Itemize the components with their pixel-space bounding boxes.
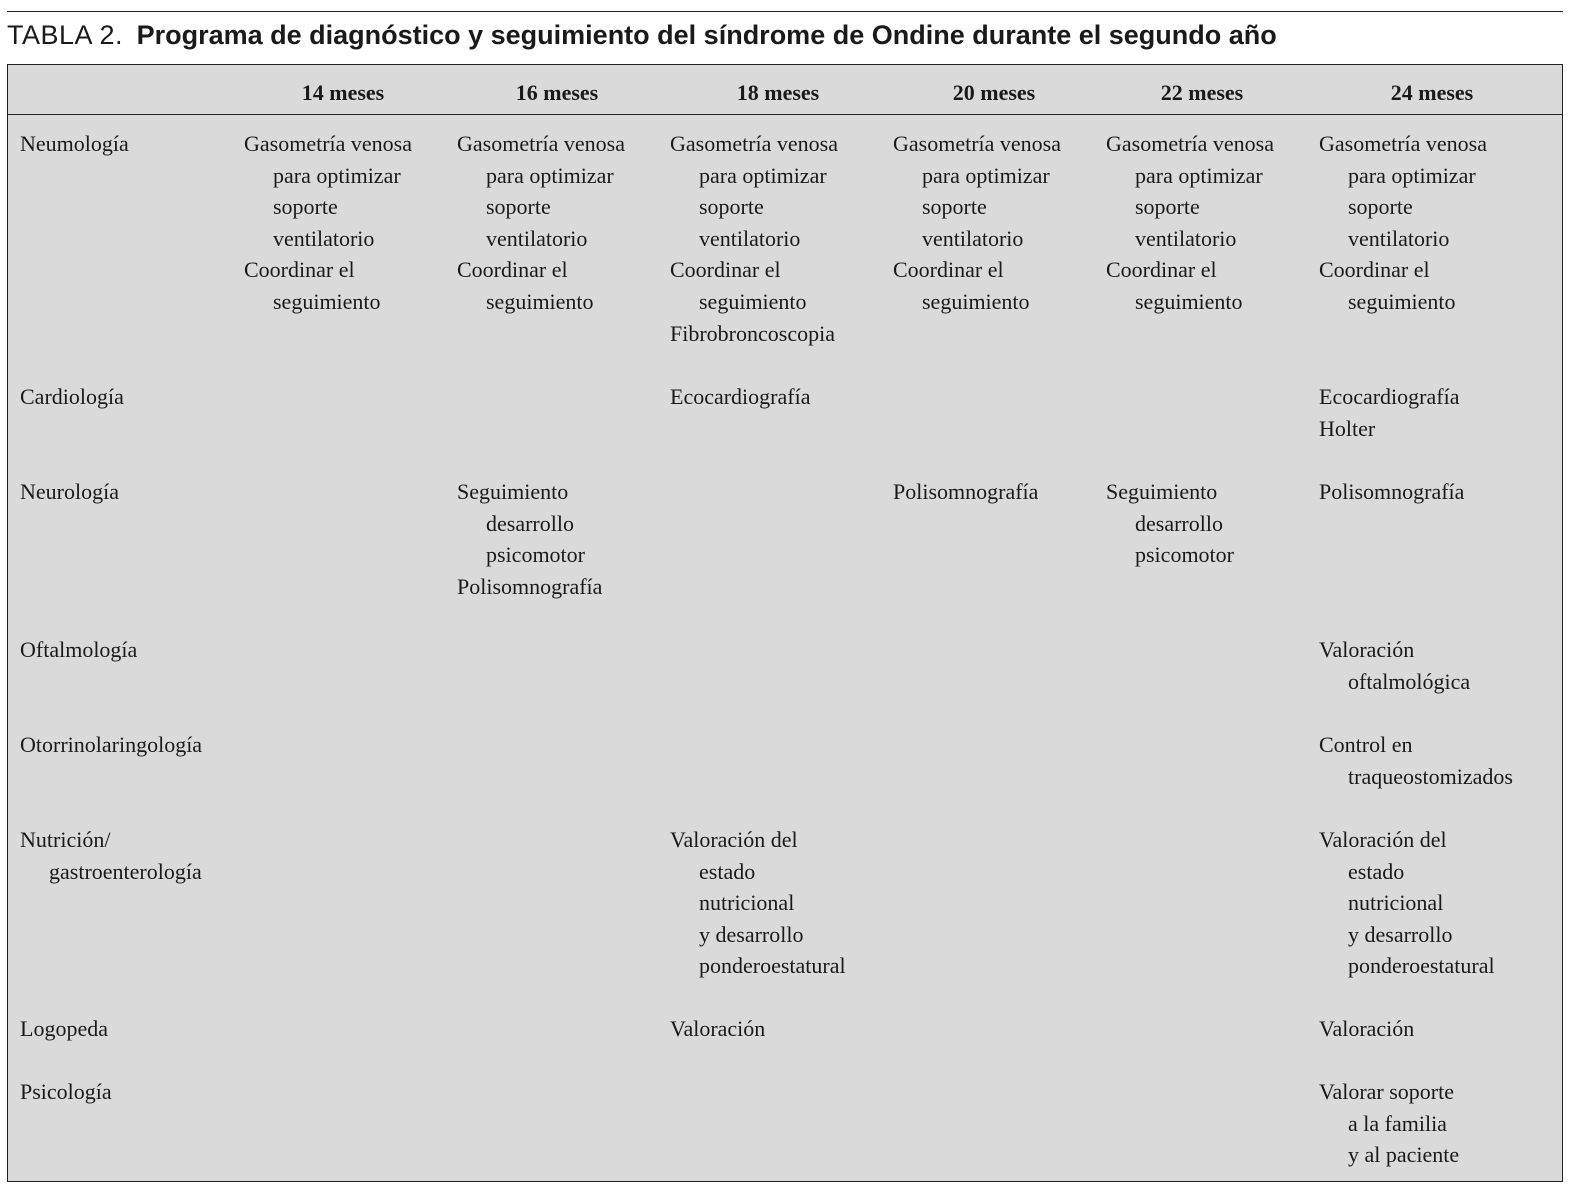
top-rule bbox=[7, 11, 1563, 12]
cell-item: Gasometría venosa bbox=[244, 131, 412, 156]
table-cell-nutricion-24-meses bbox=[1319, 824, 1495, 982]
table-cell-neumologia-22-meses bbox=[1106, 128, 1274, 318]
cell-item-continuation: para optimizar bbox=[699, 162, 827, 188]
cell-item-continuation: para optimizar bbox=[273, 162, 401, 188]
cell-item-continuation: traqueostomizados bbox=[1348, 763, 1513, 789]
cell-item-continuation: desarrollo bbox=[486, 510, 574, 536]
cell-item: Seguimiento bbox=[457, 479, 569, 504]
table-cell-cardiologia-24-meses bbox=[1319, 381, 1459, 444]
row-label-line: Logopeda bbox=[20, 1016, 108, 1041]
cell-item-continuation: y desarrollo bbox=[1348, 921, 1453, 947]
table-cell-neurologia-22-meses bbox=[1106, 476, 1234, 571]
table-cell-neumologia-24-meses bbox=[1319, 128, 1487, 318]
row-label-line: Neurología bbox=[20, 479, 119, 504]
cell-item: Gasometría venosa bbox=[457, 131, 625, 156]
cell-item-continuation: ventilatorio bbox=[273, 225, 375, 251]
cell-item-continuation: estado bbox=[1348, 858, 1405, 884]
row-label-logopeda bbox=[20, 1013, 108, 1045]
cell-item-continuation: para optimizar bbox=[486, 162, 614, 188]
cell-item-continuation: soporte bbox=[1348, 194, 1413, 220]
table-cell-neurologia-16-meses bbox=[457, 476, 602, 602]
cell-item-continuation: estado bbox=[699, 858, 756, 884]
cell-item-continuation: ventilatorio bbox=[922, 225, 1024, 251]
cell-item: Gasometría venosa bbox=[1106, 131, 1274, 156]
cell-item: Control en bbox=[1319, 732, 1413, 757]
cell-item-continuation: soporte bbox=[922, 194, 987, 220]
cell-item-continuation: ponderoestatural bbox=[699, 953, 846, 979]
cell-item-continuation: desarrollo bbox=[1135, 510, 1223, 536]
table-cell-neumologia-18-meses bbox=[670, 128, 838, 349]
row-label-line: Nutrición/ bbox=[20, 827, 111, 852]
row-label-cardiologia bbox=[20, 381, 124, 413]
table-cell-otorrinolaringologia-24-meses bbox=[1319, 729, 1513, 792]
cell-item: Polisomnografía bbox=[457, 573, 603, 599]
cell-item: Valoración bbox=[670, 1016, 766, 1041]
cell-item-continuation: a la familia bbox=[1348, 1110, 1447, 1136]
column-header-14-meses: 14 meses bbox=[301, 80, 385, 105]
cell-item: Holter bbox=[1319, 415, 1376, 441]
cell-item-continuation: ventilatorio bbox=[1135, 225, 1237, 251]
cell-item-continuation: soporte bbox=[273, 194, 338, 220]
cell-item: Gasometría venosa bbox=[670, 131, 838, 156]
table-cell-psicologia-24-meses bbox=[1319, 1076, 1459, 1171]
cell-item-continuation: y desarrollo bbox=[699, 921, 804, 947]
cell-item-continuation: soporte bbox=[486, 194, 551, 220]
row-label-line: Cardiología bbox=[20, 384, 124, 409]
column-header-18-meses: 18 meses bbox=[736, 80, 820, 105]
table-cell-neurologia-20-meses bbox=[893, 476, 1038, 508]
cell-item-continuation: para optimizar bbox=[1348, 162, 1476, 188]
cell-item: Ecocardiografía bbox=[670, 384, 811, 409]
cell-item-continuation: seguimiento bbox=[273, 288, 381, 314]
cell-item: Valoración bbox=[1319, 637, 1415, 662]
table-cell-logopeda-24-meses bbox=[1319, 1013, 1414, 1045]
row-label-neurologia bbox=[20, 476, 119, 508]
cell-item: Coordinar el bbox=[457, 257, 568, 283]
header-rule bbox=[8, 114, 1562, 115]
cell-item-continuation: seguimiento bbox=[1348, 288, 1456, 314]
row-label-line: gastroenterología bbox=[49, 858, 202, 884]
cell-item: Coordinar el bbox=[670, 257, 781, 283]
cell-item-continuation: ventilatorio bbox=[486, 225, 588, 251]
cell-item-continuation: seguimiento bbox=[922, 288, 1030, 314]
cell-item: Seguimiento bbox=[1106, 479, 1218, 504]
table-cell-neurologia-24-meses bbox=[1319, 476, 1464, 508]
table-cell-neumologia-16-meses bbox=[457, 128, 625, 318]
column-header-22-meses: 22 meses bbox=[1160, 80, 1244, 105]
row-label-line: Otorrinolaringología bbox=[20, 732, 203, 757]
cell-item: Coordinar el bbox=[1106, 257, 1217, 283]
cell-item: Valoración bbox=[1319, 1016, 1415, 1041]
cell-item-continuation: psicomotor bbox=[486, 542, 585, 568]
cell-item: Fibrobroncoscopia bbox=[670, 320, 835, 346]
cell-item-continuation: soporte bbox=[699, 194, 764, 220]
table-cell-logopeda-18-meses bbox=[670, 1013, 765, 1045]
cell-item-continuation: ventilatorio bbox=[699, 225, 801, 251]
cell-item-continuation: seguimiento bbox=[699, 288, 807, 314]
cell-item-continuation: para optimizar bbox=[1135, 162, 1263, 188]
cell-item: Coordinar el bbox=[244, 257, 355, 283]
cell-item: Gasometría venosa bbox=[1319, 131, 1487, 156]
row-label-line: Neumología bbox=[20, 131, 129, 156]
cell-item-continuation: ventilatorio bbox=[1348, 225, 1450, 251]
table-cell-cardiologia-18-meses bbox=[670, 381, 810, 413]
table-caption bbox=[7, 17, 1563, 53]
cell-item-continuation: seguimiento bbox=[486, 288, 594, 314]
cell-item-continuation: nutricional bbox=[699, 890, 795, 916]
row-label-otorrinolaringologia bbox=[20, 729, 202, 761]
row-label-nutricion bbox=[20, 824, 202, 887]
cell-item: Valoración del bbox=[670, 827, 798, 852]
cell-item-continuation: ponderoestatural bbox=[1348, 953, 1495, 979]
table-cell-neumologia-20-meses bbox=[893, 128, 1061, 318]
column-header-24-meses: 24 meses bbox=[1390, 80, 1474, 105]
row-label-psicologia bbox=[20, 1076, 112, 1108]
cell-item: Coordinar el bbox=[1319, 257, 1430, 283]
table-number: TABLA 2. bbox=[7, 20, 124, 50]
table-title: Programa de diagnóstico y seguimiento del síndrome de Ondine durante el segundo año bbox=[136, 20, 1277, 50]
cell-item: Coordinar el bbox=[893, 257, 1004, 283]
row-label-oftalmologia bbox=[20, 634, 137, 666]
cell-item-continuation: oftalmológica bbox=[1348, 668, 1471, 694]
cell-item-continuation: soporte bbox=[1135, 194, 1200, 220]
table-panel bbox=[7, 64, 1563, 1182]
column-header-20-meses: 20 meses bbox=[952, 80, 1036, 105]
column-header-16-meses: 16 meses bbox=[515, 80, 599, 105]
cell-item: Polisomnografía bbox=[893, 479, 1039, 504]
row-label-line: Psicología bbox=[20, 1079, 112, 1104]
cell-item: Ecocardiografía bbox=[1319, 384, 1460, 409]
cell-item-continuation: psicomotor bbox=[1135, 542, 1234, 568]
row-label-neumologia bbox=[20, 128, 129, 160]
cell-item: Valoración del bbox=[1319, 827, 1447, 852]
cell-item-continuation: para optimizar bbox=[922, 162, 1050, 188]
cell-item: Gasometría venosa bbox=[893, 131, 1061, 156]
cell-item: Polisomnografía bbox=[1319, 479, 1465, 504]
cell-item-continuation: seguimiento bbox=[1135, 288, 1243, 314]
table-cell-neumologia-14-meses bbox=[244, 128, 412, 318]
cell-item-continuation: y al paciente bbox=[1348, 1142, 1460, 1168]
cell-item: Valorar soporte bbox=[1319, 1079, 1455, 1104]
table-cell-nutricion-18-meses bbox=[670, 824, 846, 982]
row-label-line: Oftalmología bbox=[20, 637, 138, 662]
table-cell-oftalmologia-24-meses bbox=[1319, 634, 1470, 697]
cell-item-continuation: nutricional bbox=[1348, 890, 1444, 916]
